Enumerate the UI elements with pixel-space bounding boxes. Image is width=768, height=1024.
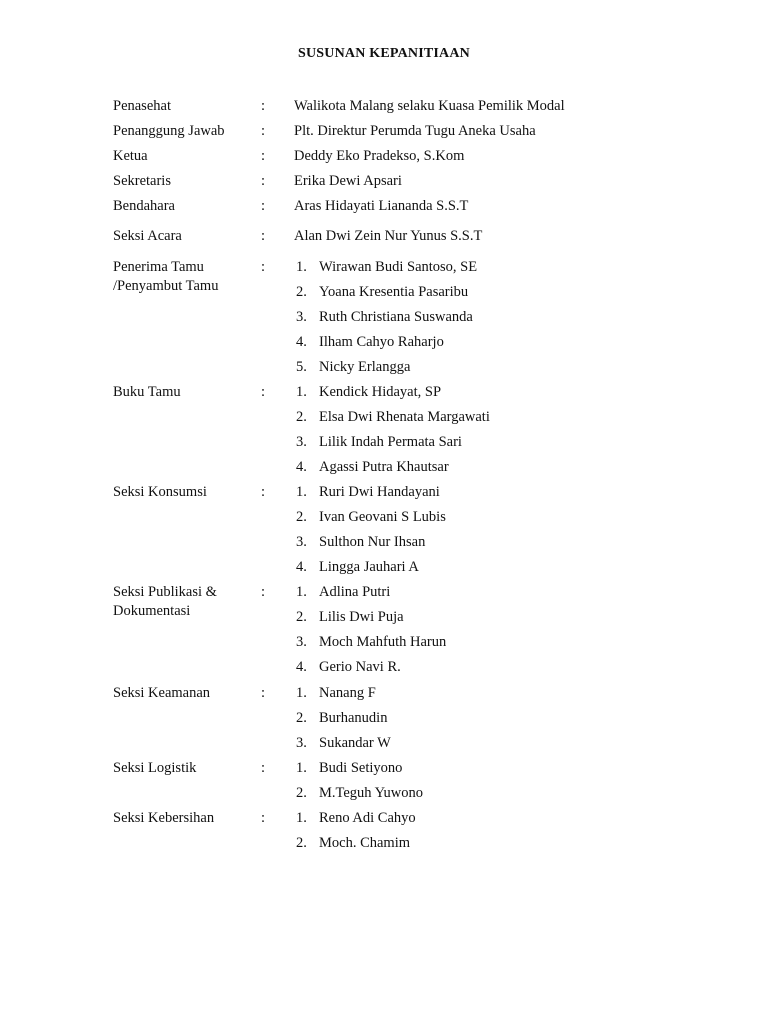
colon-separator: : <box>261 148 266 164</box>
role-label: Seksi Konsumsi <box>113 484 207 500</box>
member-item <box>0 658 768 677</box>
member-number: 1. <box>296 584 307 600</box>
colon-separator: : <box>261 760 266 776</box>
role-value: Alan Dwi Zein Nur Yunus S.S.T <box>294 228 483 244</box>
member-item <box>0 258 768 277</box>
member-name: Reno Adi Cahyo <box>319 810 416 826</box>
member-item <box>0 633 768 652</box>
member-name: Gerio Navi R. <box>319 659 401 675</box>
member-item <box>0 433 768 452</box>
member-name: Sukandar W <box>319 735 391 751</box>
colon-separator: : <box>261 98 266 114</box>
page-title: SUSUNAN KEPANITIAAN <box>298 46 470 61</box>
member-name: Yoana Kresentia Pasaribu <box>319 284 469 300</box>
member-name: Lilik Indah Permata Sari <box>319 434 462 450</box>
member-number: 1. <box>296 760 307 776</box>
member-number: 4. <box>296 559 307 575</box>
member-name: Agassi Putra Khautsar <box>319 459 449 475</box>
member-item <box>0 333 768 352</box>
member-number: 2. <box>296 409 307 425</box>
member-item <box>0 558 768 577</box>
member-number: 1. <box>296 810 307 826</box>
member-number: 2. <box>296 710 307 726</box>
member-item <box>0 458 768 477</box>
role-value: Deddy Eko Pradekso, S.Kom <box>294 148 465 164</box>
role-value: Walikota Malang selaku Kuasa Pemilik Modal <box>294 98 565 114</box>
member-item <box>0 759 768 778</box>
member-item <box>0 533 768 552</box>
member-item <box>0 684 768 703</box>
colon-separator: : <box>261 685 266 701</box>
member-number: 2. <box>296 609 307 625</box>
member-item <box>0 508 768 527</box>
member-item <box>0 583 768 602</box>
member-name: Ilham Cahyo Raharjo <box>319 334 444 350</box>
member-name: Sulthon Nur Ihsan <box>319 534 426 550</box>
colon-separator: : <box>261 228 266 244</box>
member-item <box>0 608 768 627</box>
member-item <box>0 383 768 402</box>
member-name: Ruth Christiana Suswanda <box>319 309 473 325</box>
role-label-line: Dokumentasi <box>113 603 191 619</box>
member-name: M.Teguh Yuwono <box>319 785 423 801</box>
member-name: Moch. Chamim <box>319 835 411 851</box>
member-name: Lingga Jauhari A <box>319 559 419 575</box>
member-number: 1. <box>296 384 307 400</box>
member-item <box>0 709 768 728</box>
member-name: Nanang F <box>319 685 376 701</box>
member-number: 1. <box>296 259 307 275</box>
role-label-line: Seksi Publikasi & <box>113 584 217 600</box>
member-number: 4. <box>296 659 307 675</box>
member-name: Kendick Hidayat, SP <box>319 384 442 400</box>
role-label: Penasehat <box>113 98 171 114</box>
member-number: 3. <box>296 434 307 450</box>
colon-separator: : <box>261 810 266 826</box>
member-item <box>0 483 768 502</box>
role-label: Ketua <box>113 148 148 164</box>
member-name: Ruri Dwi Handayani <box>319 484 440 500</box>
member-item <box>0 809 768 828</box>
member-item <box>0 408 768 427</box>
member-name: Ivan Geovani S Lubis <box>319 509 446 525</box>
member-number: 3. <box>296 634 307 650</box>
role-label-line: /Penyambut Tamu <box>113 278 219 294</box>
member-number: 2. <box>296 284 307 300</box>
member-name: Budi Setiyono <box>319 760 403 776</box>
member-item <box>0 308 768 327</box>
member-name: Nicky Erlangga <box>319 359 411 375</box>
member-number: 5. <box>296 359 307 375</box>
member-name: Wirawan Budi Santoso, SE <box>319 259 478 275</box>
role-value: Erika Dewi Apsari <box>294 173 402 189</box>
member-number: 2. <box>296 509 307 525</box>
role-label: Sekretaris <box>113 173 171 189</box>
role-label: Seksi Acara <box>113 228 182 244</box>
member-number: 3. <box>296 735 307 751</box>
member-number: 2. <box>296 835 307 851</box>
role-label: Bendahara <box>113 198 175 214</box>
colon-separator: : <box>261 123 266 139</box>
member-number: 4. <box>296 334 307 350</box>
colon-separator: : <box>261 173 266 189</box>
role-label: Seksi Logistik <box>113 760 197 776</box>
role-label: Seksi Keamanan <box>113 685 211 701</box>
colon-separator: : <box>261 384 266 400</box>
member-item <box>0 283 768 302</box>
member-name: Elsa Dwi Rhenata Margawati <box>319 409 490 425</box>
member-number: 1. <box>296 685 307 701</box>
member-number: 4. <box>296 459 307 475</box>
colon-separator: : <box>261 484 266 500</box>
member-number: 3. <box>296 309 307 325</box>
member-item <box>0 834 768 853</box>
colon-separator: : <box>261 584 266 600</box>
role-label: Buku Tamu <box>113 384 181 400</box>
member-name: Adlina Putri <box>319 584 391 600</box>
member-number: 2. <box>296 785 307 801</box>
member-item <box>0 784 768 803</box>
role-label-line: Penerima Tamu <box>113 259 204 275</box>
member-number: 3. <box>296 534 307 550</box>
member-name: Moch Mahfuth Harun <box>319 634 447 650</box>
colon-separator: : <box>261 259 266 275</box>
member-name: Lilis Dwi Puja <box>319 609 404 625</box>
role-label: Penanggung Jawab <box>113 123 225 139</box>
member-item <box>0 734 768 753</box>
member-item <box>0 358 768 377</box>
role-label: Seksi Kebersihan <box>113 810 215 826</box>
role-value: Aras Hidayati Liananda S.S.T <box>294 198 469 214</box>
member-number: 1. <box>296 484 307 500</box>
colon-separator: : <box>261 198 266 214</box>
member-name: Burhanudin <box>319 710 388 726</box>
role-value: Plt. Direktur Perumda Tugu Aneka Usaha <box>294 123 536 139</box>
